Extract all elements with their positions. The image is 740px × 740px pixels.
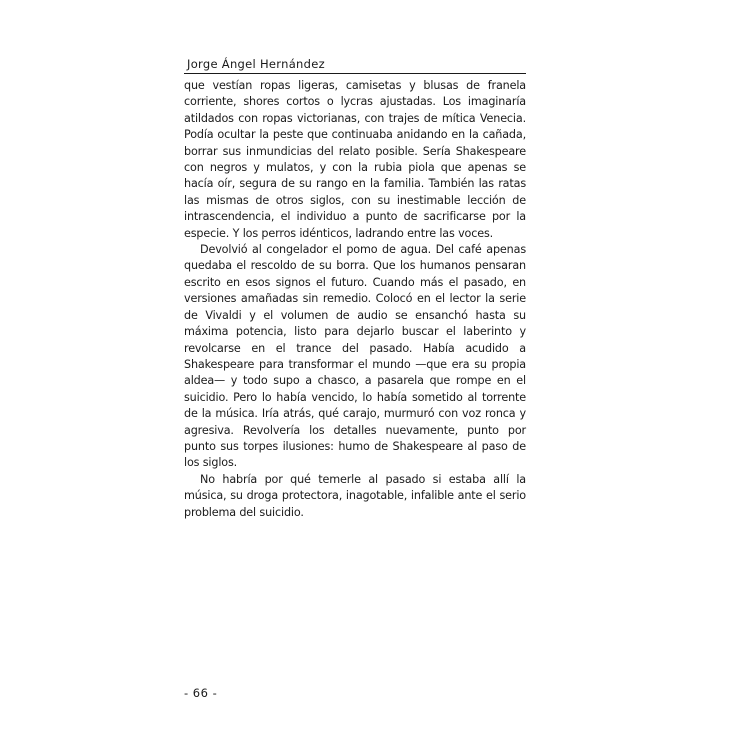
running-head-author: Jorge Ángel Hernández (187, 57, 325, 71)
paragraph: No habría por qué temerle al pasado si estaba allí la música, su droga protectora, inagotable, infalible ante el serio problema del suicidio. (184, 472, 526, 519)
page-number: - 66 - (184, 686, 218, 700)
paragraph: que vestían ropas ligeras, camisetas y blusas de franela corriente, shores cortos o lycras ajustadas. Los imaginaría atildados con ropas victorianas, con trajes de mítica Venecia. Podía ocultar la peste que continuaba anidando en la cañada, borrar sus inmundicias del relato posible. Sería Shakespeare con negros y mulatos, y con la rubia piola que apenas se hacía oír, segura de su rango en la familia. También las ratas las mismas de otros siglos, con su inestimable lección de intrascendencia, el individuo a punto de sacrificarse por la especie. Y los perros idénticos, ladrando entre las voces. (184, 79, 526, 240)
body-text (184, 78, 526, 521)
paragraph: Devolvió al congelador el pomo de agua. Del café apenas quedaba el rescoldo de su borra. Que los humanos pensaran escrito en esos signos el futuro. Cuando más el pasado, en versiones amañadas sin remedio. Colocó en el lector la serie de Vivaldi y el volumen de audio se ensanchó hasta su máxima potencia, listo para dejarlo buscar el laberinto y revolcarse en el trance del pasado. Había acudido a Shakespeare para transformar el mundo —que era su propia aldea— y todo supo a chasco, a pasarela que rompe en el suicidio. Pero lo había vencido, lo había sometido al torrente de la música. Iría atrás, qué carajo, murmuró con voz ronca y agresiva. Revolvería los detalles nuevamente, punto por punto sus torpes ilusiones: humo de Shakespeare al paso de los siglos. (184, 243, 526, 470)
header-rule (184, 73, 526, 74)
